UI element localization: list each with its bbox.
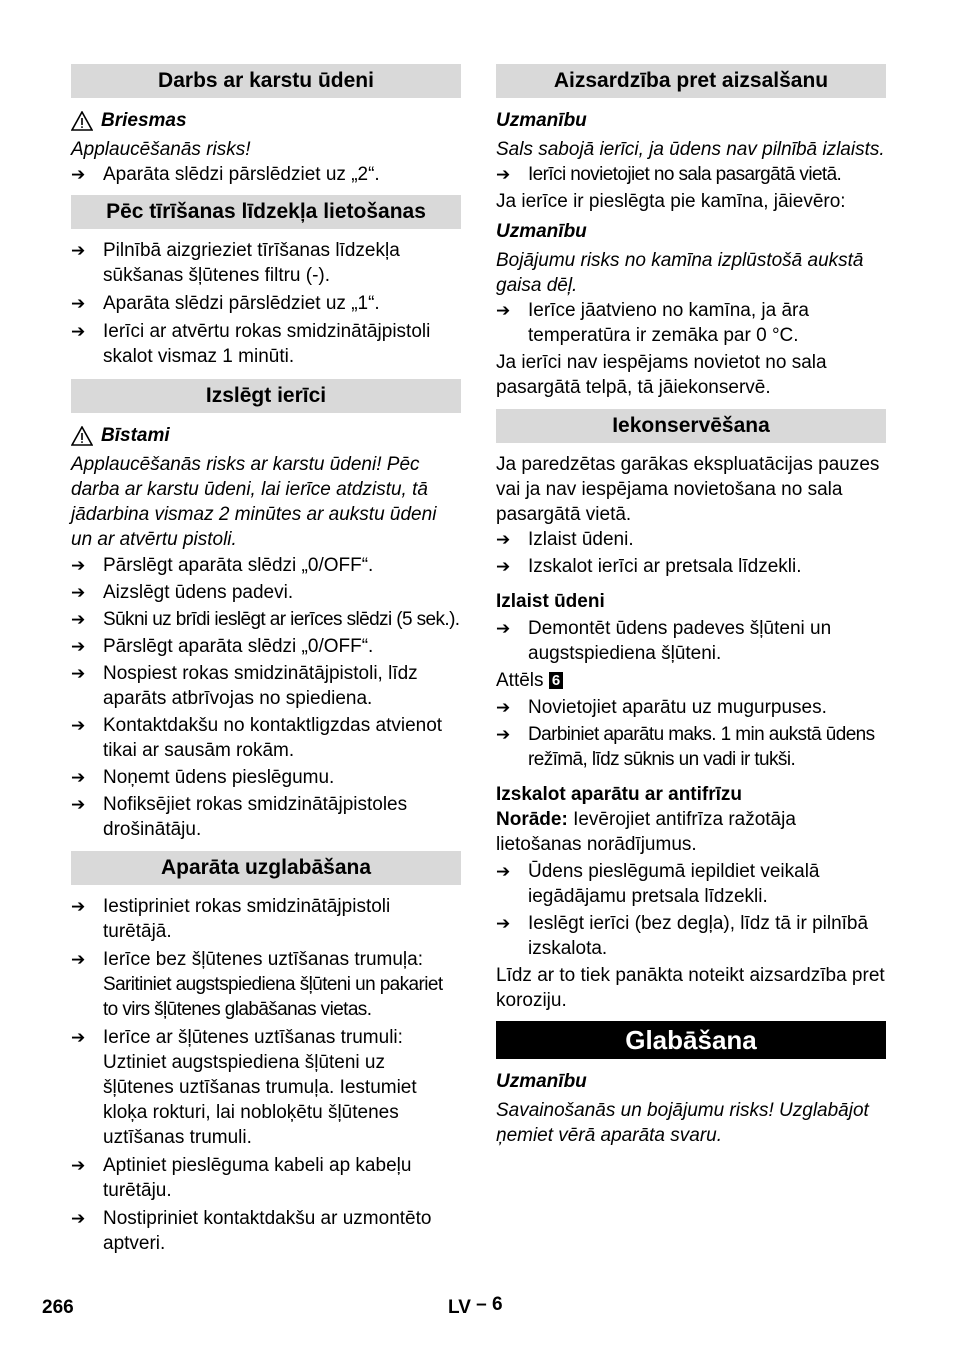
list-item: ➔ Ierīce ar šļūtenes uztīšanas trumuli: Uztiniet augstspiediena šļūteni uz šļūtenes uztīšanas trumuļa. Iestumiet kloķa rokturi, lai nobloķētu šļūtenes uztīšanas trumuli. bbox=[71, 1027, 417, 1148]
arrow-icon: ➔ bbox=[71, 950, 86, 969]
paragraph: Ja ierīci nav iespējams novietot no sala pasargātā telpā, tā jāiekonservē. bbox=[496, 352, 827, 398]
warning-text: Applaucēšanās risks! bbox=[71, 139, 251, 160]
list-item: ➔ Ierīce bez šļūtenes uztīšanas trumuļa: Saritiniet augstspiediena šļūteni un pakariet to virs šļūtenes glabāšanas vietas. bbox=[71, 949, 443, 1020]
arrow-icon: ➔ bbox=[71, 165, 86, 184]
arrow-icon: ➔ bbox=[71, 556, 86, 575]
list-item: ➔ Aizslēgt ūdens padevi. bbox=[71, 582, 294, 603]
arrow-icon: ➔ bbox=[71, 241, 86, 260]
warning-label: Bīstami bbox=[101, 425, 170, 446]
arrow-icon: ➔ bbox=[71, 664, 86, 683]
arrow-icon: ➔ bbox=[496, 301, 511, 320]
arrow-icon: ➔ bbox=[71, 610, 85, 629]
caution-text: Savainošanās un bojājumu risks! Uzglabājot ņemiet vērā aparāta svaru. bbox=[496, 1100, 869, 1146]
list-item: ➔ Ierīci ar atvērtu rokas smidzinātājpistoli skalot vismaz 1 minūti. bbox=[71, 321, 431, 367]
subheading-antifreeze: Izskalot aparātu ar antifrīzu bbox=[496, 784, 743, 805]
list-item: ➔ Nospiest rokas smidzinātājpistoli, līdz aparāts atbrīvojas no spiediena. bbox=[71, 663, 418, 709]
list-item: ➔ Sūkni uz brīdi ieslēgt ar ierīces slēdzi (5 sek.). bbox=[71, 609, 460, 630]
arrow-icon: ➔ bbox=[71, 583, 86, 602]
list-item: ➔ Ierīci novietojiet no sala pasargātā vietā. bbox=[496, 164, 842, 185]
note-paragraph: Norāde: Ievērojiet antifrīza ražotāja lietošanas norādījumus. bbox=[496, 809, 796, 855]
arrow-icon: ➔ bbox=[71, 768, 86, 787]
paragraph: Ja ierīce ir pieslēgta pie kamīna, jāievēro: bbox=[496, 191, 846, 212]
list-item: ➔ Izlaist ūdeni. bbox=[496, 529, 634, 550]
figure-reference: Attēls 6 bbox=[496, 668, 886, 693]
paragraph: Ja paredzētas garākas ekspluatācijas pauzes vai ja nav iespējama novietošana no sala pasargātā vietā. bbox=[496, 454, 880, 525]
arrow-icon: ➔ bbox=[496, 530, 511, 549]
arrow-icon: ➔ bbox=[71, 322, 86, 341]
list-item: ➔ Iestipriniet rokas smidzinātājpistoli turētājā. bbox=[71, 896, 391, 942]
caution-label: Uzmanību bbox=[496, 1071, 587, 1092]
danger-warning bbox=[71, 423, 461, 448]
caution-text: Bojājumu risks no kamīna izplūstošā aukstā gaisa dēļ. bbox=[496, 250, 864, 296]
left-column bbox=[71, 64, 461, 1256]
caution-label: Uzmanību bbox=[496, 221, 587, 242]
right-column bbox=[496, 64, 886, 1148]
caution-label: Uzmanību bbox=[496, 110, 587, 131]
list-item: ➔ Ieslēgt ierīci (bez degļa), līdz tā ir pilnībā izskalota. bbox=[496, 913, 869, 959]
danger-warning bbox=[71, 108, 461, 133]
footer-label: LV – 6 bbox=[448, 1294, 503, 1318]
paragraph: Līdz ar to tiek panākta noteikt aizsardzība pret koroziju. bbox=[496, 965, 885, 1011]
arrow-icon: ➔ bbox=[71, 637, 86, 656]
list-item: ➔ Kontaktdakšu no kontaktligzdas atvienot tikai ar sausām rokām. bbox=[71, 715, 443, 761]
arrow-icon: ➔ bbox=[71, 897, 86, 916]
arrow-icon: ➔ bbox=[71, 795, 86, 814]
list-item: ➔ Ierīce jāatvieno no kamīna, ja āra temperatūra ir zemāka par 0 °C. bbox=[496, 300, 809, 346]
section-heading-hot-water: Darbs ar karstu ūdeni bbox=[71, 64, 461, 98]
list-item: ➔ Noņemt ūdens pieslēgumu. bbox=[71, 767, 335, 788]
list-item: ➔ Pilnībā aizgrieziet tīrīšanas līdzekļa sūkšanas šļūtenes filtru (-). bbox=[71, 240, 400, 286]
list-item: ➔ Darbiniet aparātu maks. 1 min aukstā ūdens režīmā, līdz sūknis un vadi ir tukši. bbox=[496, 724, 875, 770]
warning-triangle-icon bbox=[71, 111, 93, 131]
list-item: ➔ Demontēt ūdens padeves šļūteni un augstspiediena šļūteni. bbox=[496, 618, 832, 664]
list-item: ➔ Novietojiet aparātu uz mugurpuses. bbox=[496, 697, 827, 718]
subheading-drain: Izlaist ūdeni bbox=[496, 591, 605, 612]
list-item: ➔ Izskalot ierīci ar pretsala līdzekli. bbox=[496, 556, 802, 577]
list-item: ➔ Nostipriniet kontaktdakšu ar uzmontēto aptveri. bbox=[71, 1208, 432, 1254]
arrow-icon: ➔ bbox=[71, 1209, 86, 1228]
arrow-icon: ➔ bbox=[496, 914, 511, 933]
list-item: ➔ Nofiksējiet rokas smidzinātājpistoles drošinātāju. bbox=[71, 794, 408, 840]
list-item: ➔ Pārslēgt aparāta slēdzi „0/OFF“. bbox=[71, 555, 374, 576]
warning-text: Applaucēšanās risks ar karstu ūdeni! Pēc darba ar karstu ūdeni, lai ierīce atdzistu, tā jādarbina vismaz 2 minūtes ar aukstu ūdeni un ar atvērtu pistoli. bbox=[71, 454, 437, 550]
caution-text: Sals sabojā ierīci, ja ūdens nav pilnībā izlaists. bbox=[496, 139, 885, 160]
list-item: ➔ Aptiniet pieslēguma kabeli ap kabeļu turētāju. bbox=[71, 1155, 412, 1201]
section-heading-shutdown: Izslēgt ierīci bbox=[71, 379, 461, 413]
arrow-icon: ➔ bbox=[71, 1156, 86, 1175]
section-heading-storage: Aparāta uzglabāšana bbox=[71, 851, 461, 885]
figure-number-badge: 6 bbox=[549, 672, 563, 689]
warning-label: Briesmas bbox=[101, 110, 187, 131]
list-item: ➔ Aparāta slēdzi pārslēdziet uz „2“. bbox=[71, 164, 380, 185]
list-item: ➔ Pārslēgt aparāta slēdzi „0/OFF“. bbox=[71, 636, 374, 657]
section-heading-after-detergent: Pēc tīrīšanas līdzekļa lietošanas bbox=[71, 195, 461, 229]
arrow-icon: ➔ bbox=[496, 619, 511, 638]
warning-triangle-icon bbox=[71, 426, 93, 446]
arrow-icon: ➔ bbox=[71, 716, 86, 735]
arrow-icon: ➔ bbox=[496, 725, 510, 744]
arrow-icon: ➔ bbox=[71, 1028, 86, 1047]
list-item: ➔ Aparāta slēdzi pārslēdziet uz „1“. bbox=[71, 293, 380, 314]
list-item: ➔ Ūdens pieslēgumā iepildiet veikalā iegādājamu pretsala līdzekli. bbox=[496, 861, 820, 907]
arrow-icon: ➔ bbox=[496, 557, 511, 576]
page-number: 266 bbox=[42, 1297, 74, 1318]
arrow-icon: ➔ bbox=[496, 698, 511, 717]
arrow-icon: ➔ bbox=[496, 165, 510, 184]
chapter-heading-storage: Glabāšana bbox=[496, 1021, 886, 1059]
section-heading-conserve: Iekonservēšana bbox=[496, 409, 886, 443]
arrow-icon: ➔ bbox=[71, 294, 86, 313]
arrow-icon: ➔ bbox=[496, 862, 511, 881]
section-heading-frost: Aizsardzība pret aizsalšanu bbox=[496, 64, 886, 98]
